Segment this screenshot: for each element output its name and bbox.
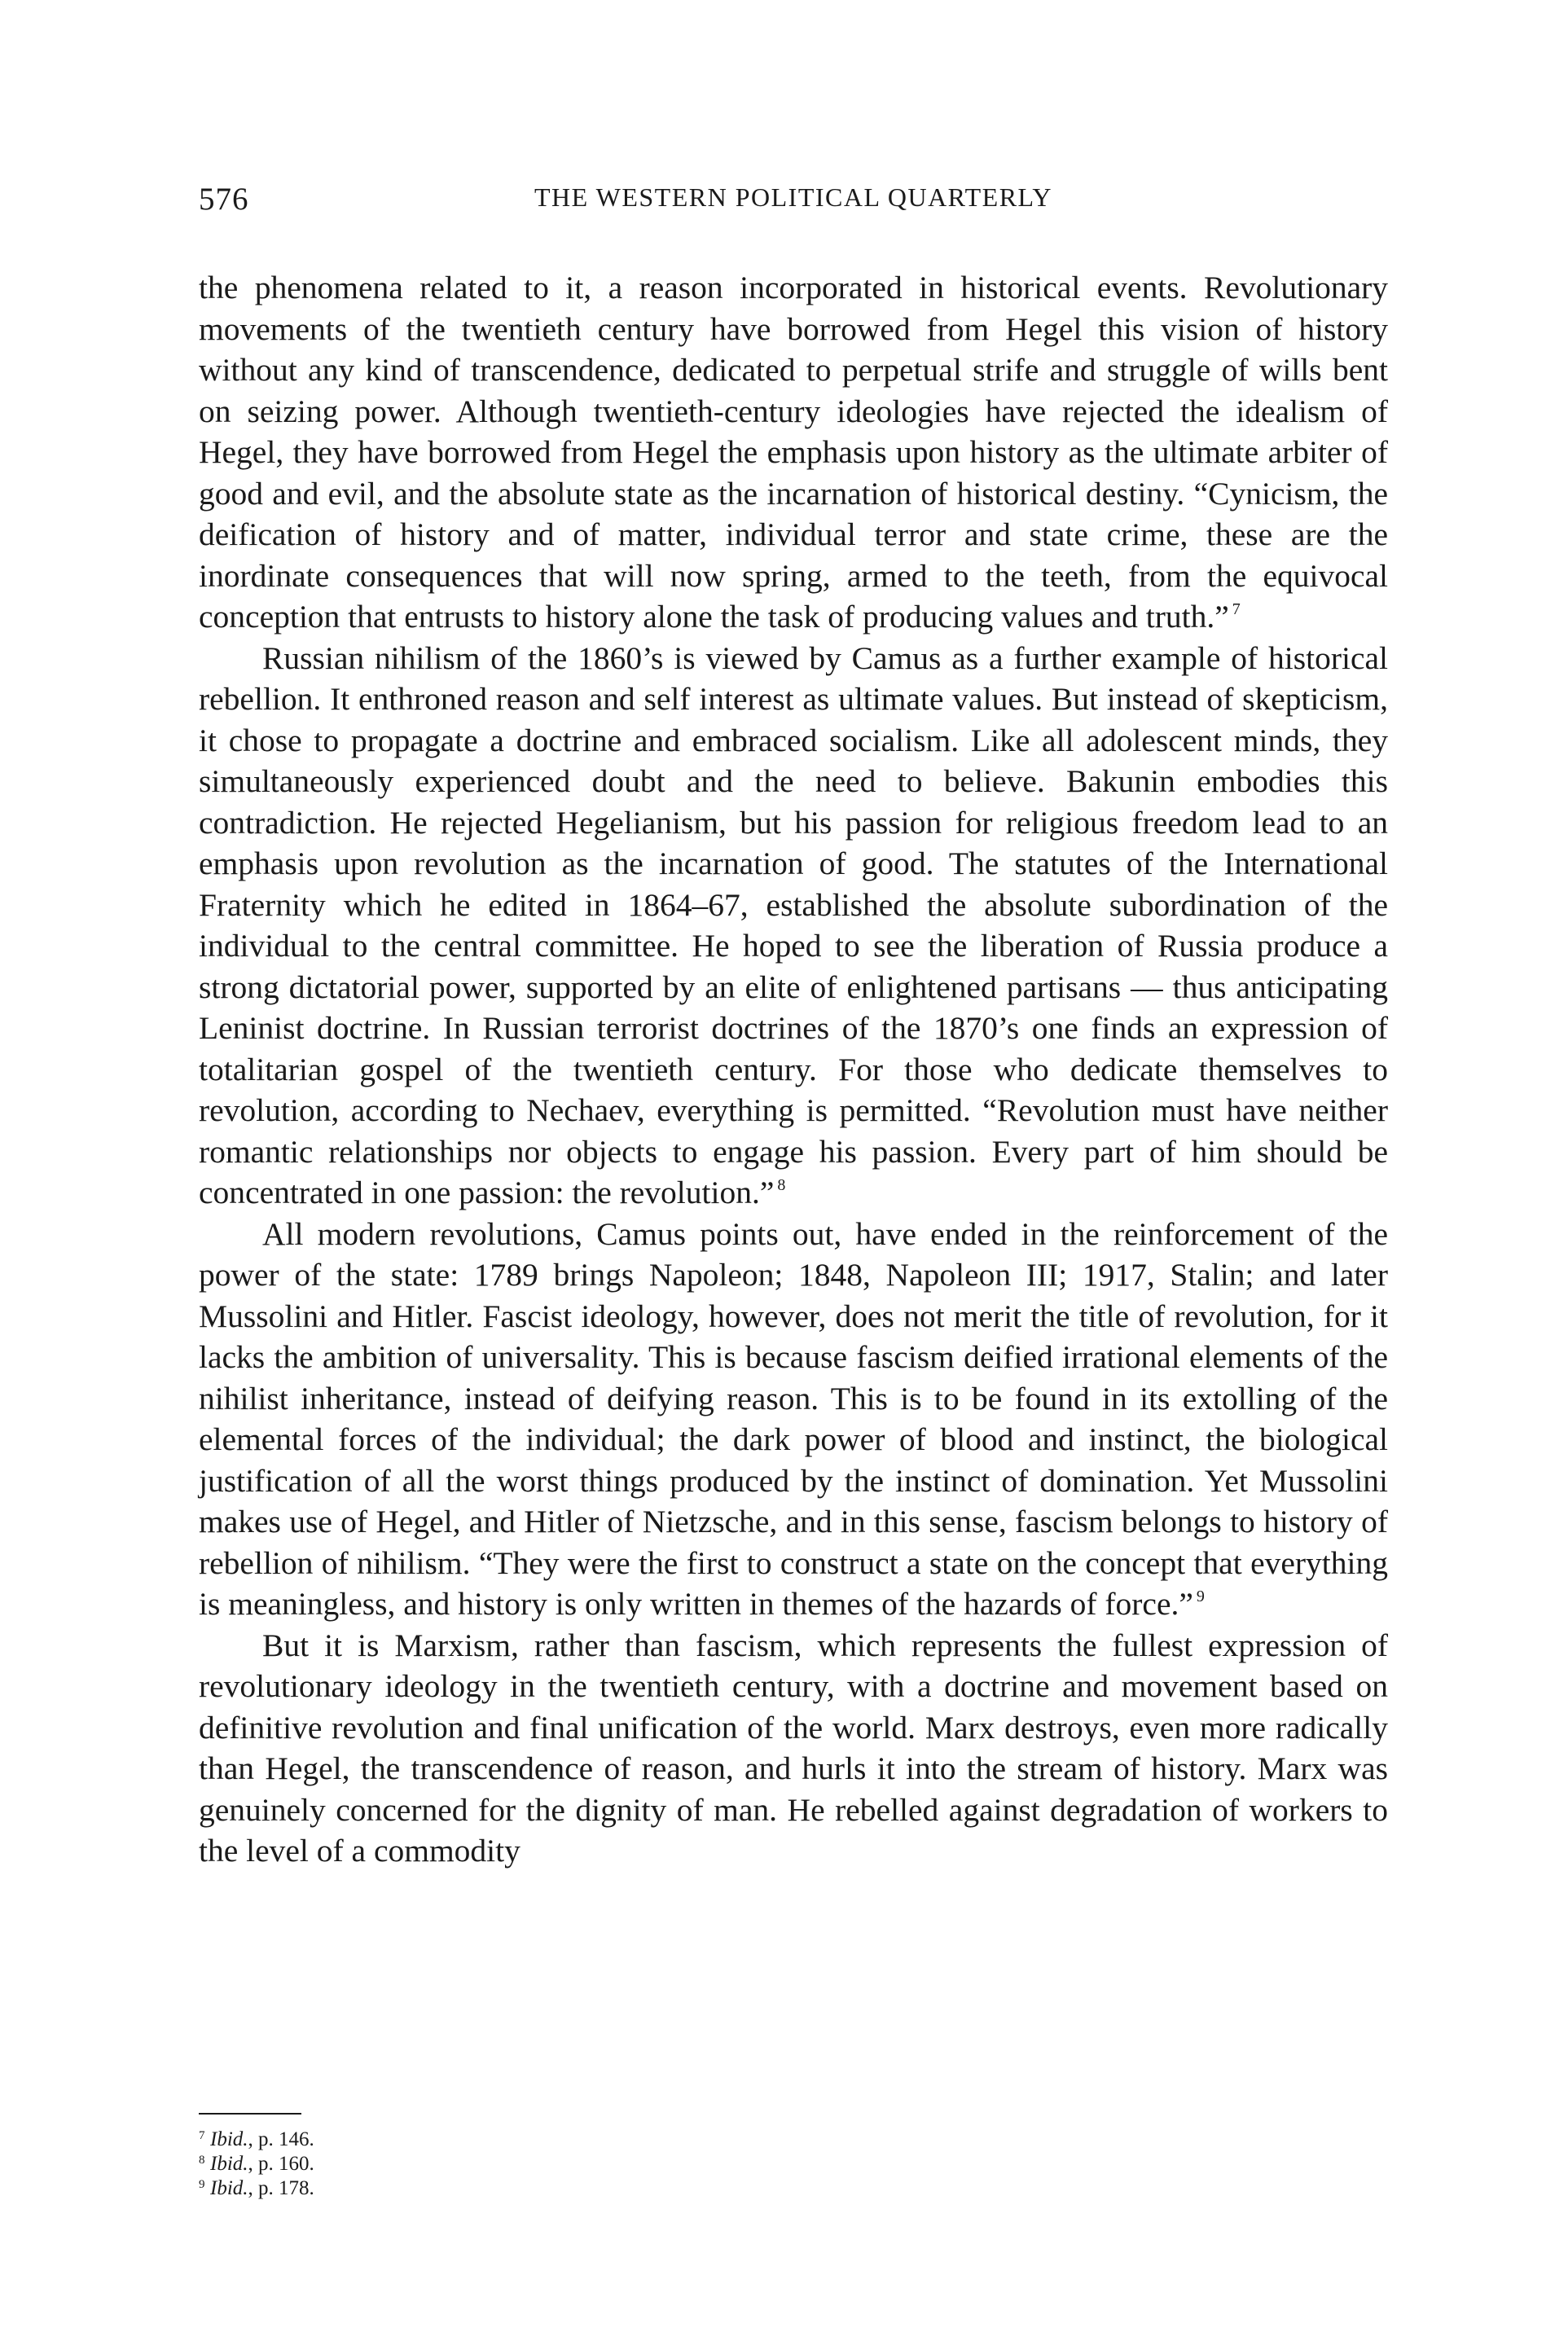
paragraph-3 [199,1214,1388,1625]
footnote-ibid: Ibid. [210,2153,248,2175]
running-head [199,181,1388,230]
paragraph-text: All modern revolutions, Camus points out, have ended in the reinforcement of the power of the state: 1789 brings Napoleon; 1848, Napoleon III; 1917, Stalin; and later Mussolini and Hitler. Fascist ideology, however, does not merit the title of revolution, for it lacks the ambition of universality. This is because fascism deified irrational elements of the nihilist inheritance, instead of deifying reason. This is to be found in its extolling of the elemental forces of the individual; the dark power of blood and instinct, the biological justification of all the worst things produced by the instinct of domination. Yet Mussolini makes use of Hegel, and Hitler of Nietzsche, and in this sense, fascism belongs to history of rebellion of nihilism. “They were the first to construct a state on the concept that everything is meaningless, and history is only written in themes of the hazards of force.” [199,1215,1388,1622]
paragraph-text: Russian nihilism of the 1860’s is viewed by Camus as a further example of historical rebellion. It enthroned reason and self interest as ultimate values. But instead of skepticism, it chose to propagate a doctrine and embraced socialism. Like all adolescent minds, they simultaneously experienced doubt and the need to believe. Bakunin embodies this contradiction. He rejected Hegelianism, but his passion for religious freedom lead to an emphasis upon revolution as the incarnation of good. The statutes of the International Fraternity which he edited in 1864–67, established the absolute subordination of the individual to the central committee. He hoped to see the liberation of Russia produce a strong dictatorial power, supported by an elite of enlightened partisans — thus anticipating Leninist doctrine. In Russian terrorist doctrines of the 1870’s one finds an expression of totalitarian gospel of the twentieth century. For those who dedicate themselves to revolution, according to Nechaev, everything is permitted. “Revolution must have neither romantic relationships nor objects to engage his passion. Every part of him should be concentrated in one passion: the revolution.” [199,639,1388,1210]
footnote-ref-7[interactable]: 7 [1232,600,1241,618]
footnote-8: 8 Ibid., p. 160. [199,2153,314,2175]
footnote-ibid: Ibid. [210,2177,248,2199]
footnote-mark: 9 [199,2178,205,2191]
paragraph-4 [199,1625,1388,1872]
footnote-page: p. 178. [258,2177,314,2199]
paragraph-text: But it is Marxism, rather than fascism, which represents the fullest expression of revolutionary ideology in the twentieth century, with a doctrine and movement based on definitive revolution and final unification of the world. Marx destroys, even more radically than Hegel, the transcendence of reason, and hurls it into the stream of history. Marx was genuinely concerned for the dignity of man. He rebelled against degradation of workers to the level of a commodity [199,1627,1388,1869]
footnotes [199,2128,687,2201]
paragraph-1 [199,267,1388,638]
footnote-7: 7 Ibid., p. 146. [199,2128,314,2150]
page-number: 576 [199,182,249,217]
footnote-page: p. 160. [258,2153,314,2175]
footnote-mark: 7 [199,2129,205,2142]
footnote-ibid: Ibid. [210,2128,248,2150]
footnote-divider [199,2113,301,2115]
footnote-ref-9[interactable]: 9 [1196,1588,1205,1605]
footnote-page: p. 146. [258,2128,314,2150]
footnote-9: 9 Ibid., p. 178. [199,2177,314,2199]
paragraph-2 [199,638,1388,1214]
footnote-ref-8[interactable]: 8 [777,1176,786,1194]
footnote-mark: 8 [199,2154,205,2167]
journal-title: THE WESTERN POLITICAL QUARTERLY [534,182,1052,212]
body-text [199,267,1388,1872]
paragraph-text: the phenomena related to it, a reason incorporated in historical events. Revolutionary movements of the twentieth century have borrowed from Hegel this vision of history without any kind of transcendence, dedicated to perpetual strife and struggle of wills bent on seizing power. Although twentieth-century ideologies have rejected the idealism of Hegel, they have borrowed from Hegel the emphasis upon history as the ultimate arbiter of good and evil, and the absolute state as the incarnation of historical destiny. “Cynicism, the deification of history and of matter, individual terror and state crime, these are the inordinate consequences that will now spring, armed to the teeth, from the equivocal conception that entrusts to history alone the task of producing values and truth.” [199,270,1388,635]
